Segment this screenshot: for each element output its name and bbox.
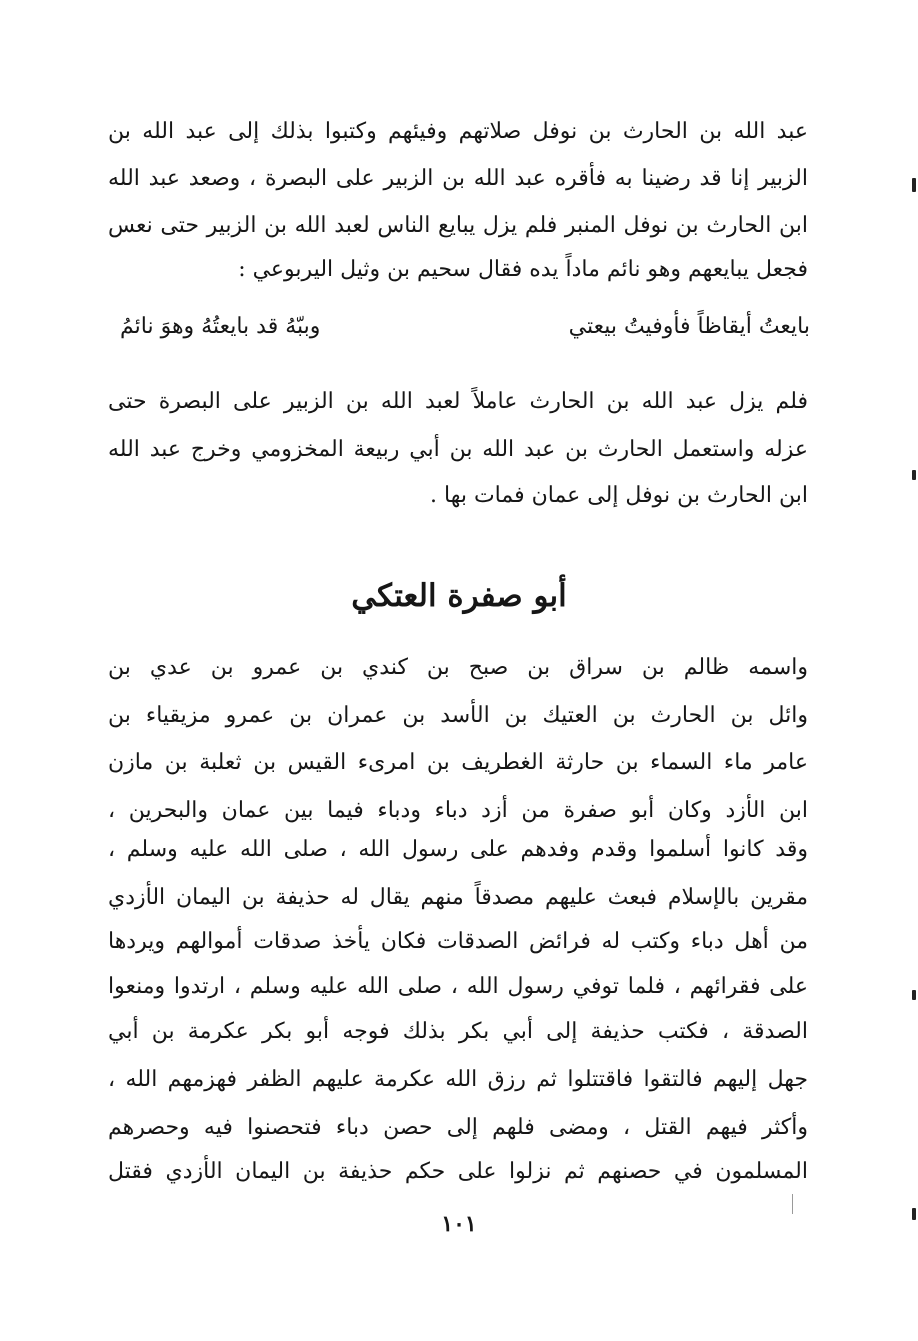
poetry-verse xyxy=(120,302,810,352)
text-line: جهل إليهم فالتقوا فاقتتلوا ثم رزق الله عكرمة عليهم الظفر فهزمهم الله ، xyxy=(108,1067,808,1092)
text-line: وأكثر فيهم القتل ، ومضى فلهم إلى حصن دباء فتحصنوا فيه وحصرهم xyxy=(108,1115,808,1140)
scan-artifact-line xyxy=(792,1194,793,1214)
text-line: ابن الحارث بن نوفل إلى عمان فمات بها . xyxy=(430,483,808,508)
text-line: على فقرائهم ، فلما توفي رسول الله ، صلى الله عليه وسلم ، ارتدوا ومنعوا xyxy=(108,974,808,999)
text-line: من أهل دباء وكتب له فرائض الصدقات فكان يأخذ صدقات أموالهم ويردها xyxy=(108,929,808,954)
text-line: واسمه ظالم بن سراق بن صبح بن كندي بن عمرو بن عدي بن xyxy=(108,655,808,680)
text-line: وقد كانوا أسلموا وقدم وفدهم على رسول الله ، صلى الله عليه وسلم ، xyxy=(108,837,808,862)
text-line: فلم يزل عبد الله بن الحارث عاملاً لعبد الله بن الزبير على البصرة حتى xyxy=(108,389,808,414)
section-title: أبو صفرة العتكي xyxy=(351,578,567,614)
scan-edge-mark xyxy=(912,1208,916,1220)
text-line: المسلمون في حصنهم ثم نزلوا على حكم حذيفة بن اليمان الأزدي فقتل xyxy=(108,1159,808,1184)
scan-edge-mark xyxy=(912,470,916,480)
scan-edge-mark xyxy=(912,990,916,1000)
text-line: وائل بن الحارث بن العتيك بن الأسد بن عمران بن عمرو مزيقياء بن xyxy=(108,703,808,728)
text-line: مقرين بالإسلام فبعث عليهم مصدقاً منهم يقال له حذيفة بن اليمان الأزدي xyxy=(108,885,808,910)
text-line: ابن الحارث بن نوفل المنبر فلم يزل يبايع الناس لعبد الله بن الزبير حتى نعس xyxy=(108,213,808,238)
verse-second-hemistich: وببّهُ قد بايعتُهُ وهوَ نائمُ xyxy=(120,314,321,339)
verse-first-hemistich: بايعتُ أيقاظاً فأوفيتُ بيعتي xyxy=(568,314,810,339)
text-line: الزبير إنا قد رضينا به فأقره عبد الله بن الزبير على البصرة ، وصعد عبد الله xyxy=(108,166,808,191)
scan-edge-mark xyxy=(912,178,916,192)
text-line: فجعل يبايعهم وهو نائم ماداً يده فقال سحيم بن وثيل اليربوعي : xyxy=(238,257,808,282)
text-line: الصدقة ، فكتب حذيفة إلى أبي بكر بذلك فوجه أبو بكر عكرمة بن أبي xyxy=(108,1019,808,1044)
text-line: عزله واستعمل الحارث بن عبد الله بن أبي ربيعة المخزومي وخرج عبد الله xyxy=(108,437,808,462)
text-line: عامر ماء السماء بن حارثة الغطريف بن امرىء القيس بن ثعلبة بن مازن xyxy=(108,750,808,775)
text-line: عبد الله بن الحارث بن نوفل صلاتهم وفيئهم وكتبوا بذلك إلى عبد الله بن xyxy=(108,119,808,144)
text-line: ابن الأزد وكان أبو صفرة من أزد دباء ودباء فيما بين عمان والبحرين ، xyxy=(108,798,808,823)
page-number: ١٠١ xyxy=(441,1211,477,1237)
